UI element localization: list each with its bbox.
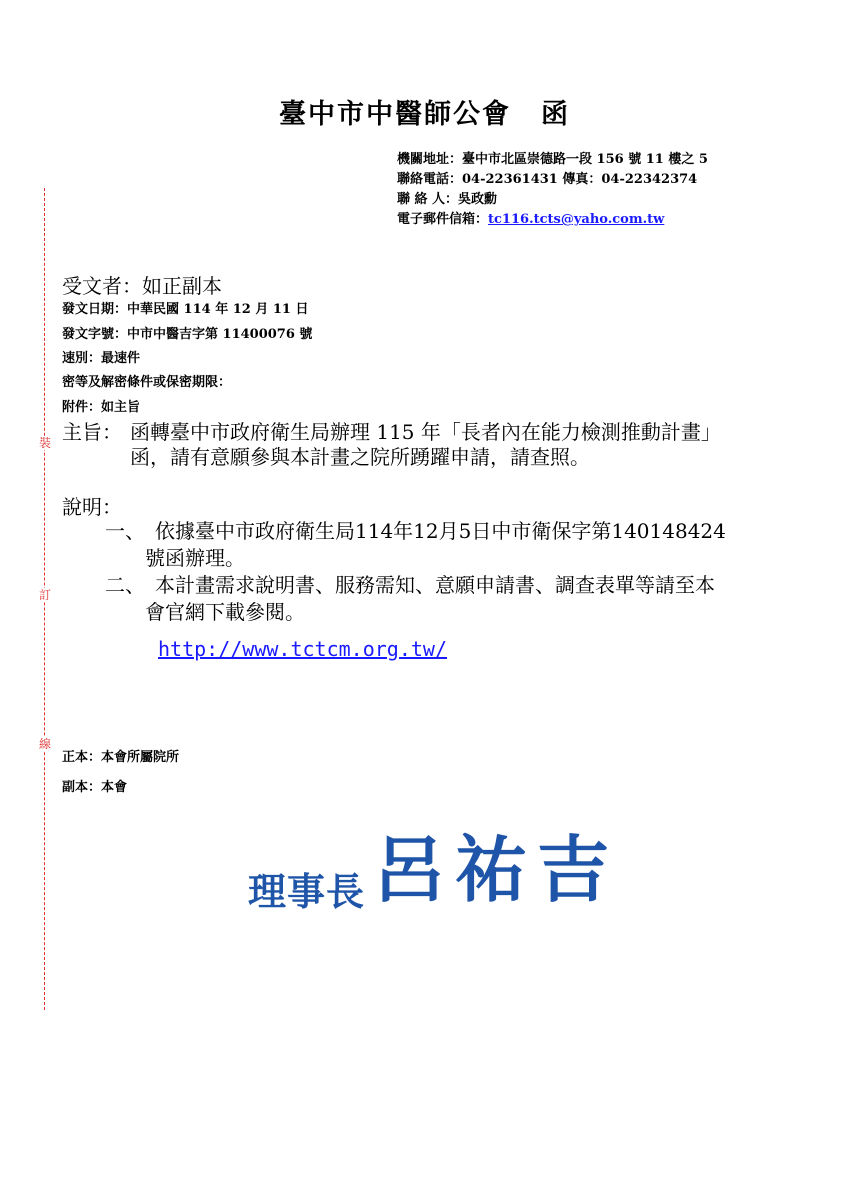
secrecy-level: 密等及解密條件或保密期限： xyxy=(62,375,232,390)
recipient: 受文者：如正副本 xyxy=(62,274,222,298)
distribution-copy: 副本：本會 xyxy=(62,780,128,795)
email-label: 電子郵件信箱： xyxy=(397,212,489,227)
item-number: 一、 xyxy=(105,519,145,543)
info-contact: 聯 絡 人：吳政勳 xyxy=(397,192,498,207)
document-title xyxy=(0,92,849,131)
issue-date: 發文日期：中華民國 114 年 12 月 11 日 xyxy=(62,302,309,317)
website-link[interactable]: http://www.tctcm.org.tw/ xyxy=(158,637,447,661)
subject-label: 主旨： xyxy=(62,420,122,444)
item-line-1: 依據臺中市政府衛生局114年12月5日中市衛保字第140148424 xyxy=(155,519,726,543)
email-link[interactable]: tc116.tcts@yaho.com.tw xyxy=(488,212,665,227)
org-name: 臺中市中醫師公會 xyxy=(279,99,511,130)
item-line-2: 號函辦理。 xyxy=(145,546,245,570)
subject-block xyxy=(62,420,721,469)
speed-class: 速別：最速件 xyxy=(62,351,141,366)
info-phone: 聯絡電話：04-22361431 傳真：04-22342374 xyxy=(397,172,698,187)
item-number: 二、 xyxy=(105,573,145,597)
binding-char-zhuang: 裝 xyxy=(39,436,52,450)
subject-line-1: 函轉臺中市政府衛生局辦理 115 年「長者內在能力檢測推動計畫」 xyxy=(130,420,721,444)
signature-block xyxy=(248,812,619,916)
distribution-primary: 正本：本會所屬院所 xyxy=(62,750,180,765)
signature-title: 理事長 xyxy=(248,869,366,914)
info-email-row xyxy=(397,210,664,230)
description-item xyxy=(105,572,715,624)
item-line-1: 本計畫需求說明書、服務需知、意願申請書、調查表單等請至本 xyxy=(155,573,715,597)
doc-type: 函 xyxy=(541,99,570,130)
subject-line-2: 函，請有意願參與本計畫之院所踴躍申請，請查照。 xyxy=(130,445,590,469)
binding-char-xian: 線 xyxy=(39,737,52,751)
signature-name: 呂祐吉 xyxy=(373,827,620,912)
info-address: 機關地址：臺中市北區崇德路一段 156 號 11 樓之 5 xyxy=(397,152,708,167)
attachment: 附件：如主旨 xyxy=(62,400,141,415)
binding-char-ding: 訂 xyxy=(39,588,52,602)
doc-number: 發文字號：中市中醫吉字第 11400076 號 xyxy=(62,327,313,342)
description-item xyxy=(105,518,726,570)
description-label: 說明： xyxy=(62,495,122,519)
item-line-2: 會官網下載參閱。 xyxy=(145,600,305,624)
